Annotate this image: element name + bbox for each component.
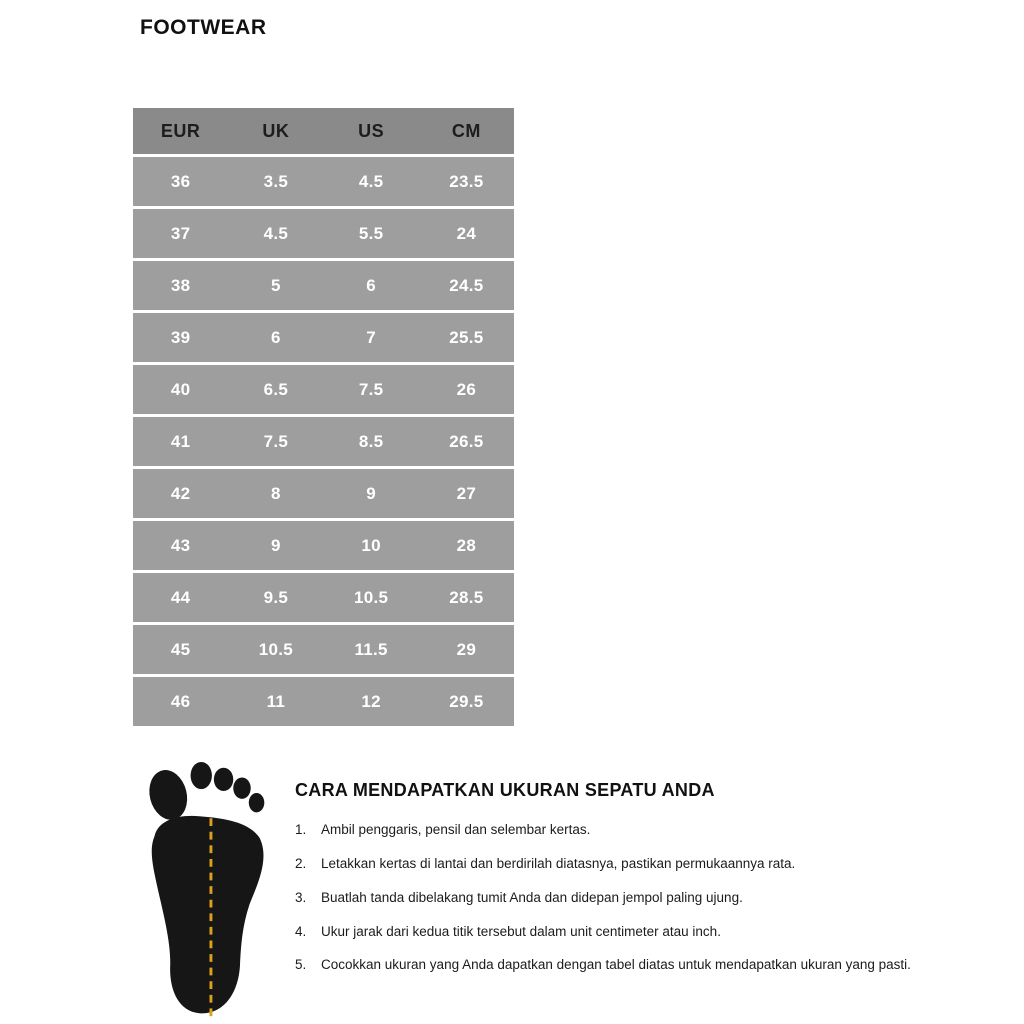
- table-row: [133, 417, 514, 466]
- table-cell: 4.5: [358, 171, 384, 191]
- table-cell: 3.5: [263, 171, 289, 191]
- page-title: FOOTWEAR: [140, 16, 267, 39]
- instruction-text: Ambil penggaris, pensil dan selembar kertas.: [321, 822, 591, 837]
- table-cell: 10: [361, 535, 381, 555]
- table-cell: 39: [170, 327, 191, 347]
- column-header: UK: [262, 120, 290, 141]
- table-cell: 44: [170, 587, 191, 607]
- table-cell: 43: [170, 535, 191, 555]
- table-cell: 9: [366, 483, 376, 503]
- table-row: [133, 209, 514, 258]
- table-cell: 29: [456, 639, 477, 659]
- instruction-text: Buatlah tanda dibelakang tumit Anda dan didepan jempol paling ujung.: [321, 889, 743, 905]
- table-row: [133, 677, 514, 726]
- instruction-number: 1.: [295, 822, 307, 837]
- table-cell: 25.5: [449, 327, 484, 347]
- table-cell: 38: [170, 275, 191, 295]
- table-row: [133, 469, 514, 518]
- table-cell: 11: [266, 691, 286, 711]
- table-cell: 8: [270, 483, 281, 503]
- table-cell: 24.5: [449, 275, 484, 295]
- table-row: [133, 625, 514, 674]
- table-cell: 28: [456, 535, 477, 555]
- instruction-item: [295, 925, 995, 940]
- table-cell: 6.5: [263, 379, 289, 399]
- table-cell: 24: [456, 223, 477, 243]
- measure-section: [0, 758, 1024, 1024]
- table-cell: 26.5: [449, 431, 484, 451]
- table-cell: 37: [170, 223, 191, 243]
- table-row: [133, 365, 514, 414]
- column-header: CM: [451, 120, 481, 141]
- table-cell: 9.5: [263, 587, 289, 607]
- size-table: [133, 108, 514, 729]
- table-cell: 8.5: [358, 431, 384, 451]
- instruction-item: [295, 958, 995, 973]
- instruction-number: 2.: [295, 855, 307, 871]
- table-cell: 7.5: [358, 379, 384, 399]
- size-table-body: [133, 157, 514, 726]
- table-cell: 40: [170, 379, 191, 399]
- table-cell: 12: [361, 691, 381, 711]
- column-header: US: [358, 120, 385, 141]
- table-cell: 41: [170, 431, 191, 451]
- table-cell: 7: [366, 327, 376, 347]
- table-cell: 23.5: [449, 171, 484, 191]
- instruction-item: [295, 891, 995, 906]
- table-cell: 4.5: [263, 223, 289, 243]
- table-row: [133, 573, 514, 622]
- table-row: [133, 313, 514, 362]
- instruction-number: 5.: [295, 957, 307, 973]
- table-cell: 7.5: [263, 431, 289, 451]
- table-cell: 5: [270, 275, 281, 295]
- table-row: [133, 521, 514, 570]
- table-cell: 5.5: [358, 223, 384, 243]
- table-cell: 11.5: [354, 639, 388, 659]
- instruction-text: Cocokkan ukuran yang Anda dapatkan dengan tabel diatas untuk mendapatkan ukuran yang pasti.: [321, 957, 911, 973]
- size-table-header: [133, 108, 514, 154]
- instruction-text: Ukur jarak dari kedua titik tersebut dalam unit centimeter atau inch.: [321, 923, 721, 939]
- table-cell: 28.5: [449, 587, 484, 607]
- instruction-number: 3.: [295, 889, 307, 905]
- table-cell: 45: [170, 639, 191, 659]
- table-cell: 42: [170, 483, 191, 503]
- table-cell: 10.5: [258, 639, 294, 659]
- instruction-number: 4.: [295, 923, 307, 939]
- table-row: [133, 157, 514, 206]
- table-cell: 10.5: [353, 587, 389, 607]
- table-cell: 29.5: [449, 691, 484, 711]
- instruction-list: [295, 823, 995, 973]
- table-cell: 6: [366, 275, 376, 295]
- table-cell: 27: [456, 483, 477, 503]
- table-cell: 36: [170, 171, 191, 191]
- howto-heading: CARA MENDAPATKAN UKURAN SEPATU ANDA: [295, 780, 715, 800]
- instruction-item: [295, 823, 995, 838]
- table-cell: 46: [170, 691, 191, 711]
- foot-measurement-icon: [133, 760, 285, 1022]
- table-cell: 26: [456, 379, 477, 399]
- table-cell: 6: [270, 327, 281, 347]
- column-header: EUR: [160, 120, 201, 141]
- table-row: [133, 261, 514, 310]
- instruction-text: Letakkan kertas di lantai dan berdirilah diatasnya, pastikan permukaannya rata.: [321, 855, 796, 871]
- table-cell: 9: [270, 535, 281, 555]
- howto-block: [295, 780, 995, 992]
- instruction-item: [295, 857, 995, 872]
